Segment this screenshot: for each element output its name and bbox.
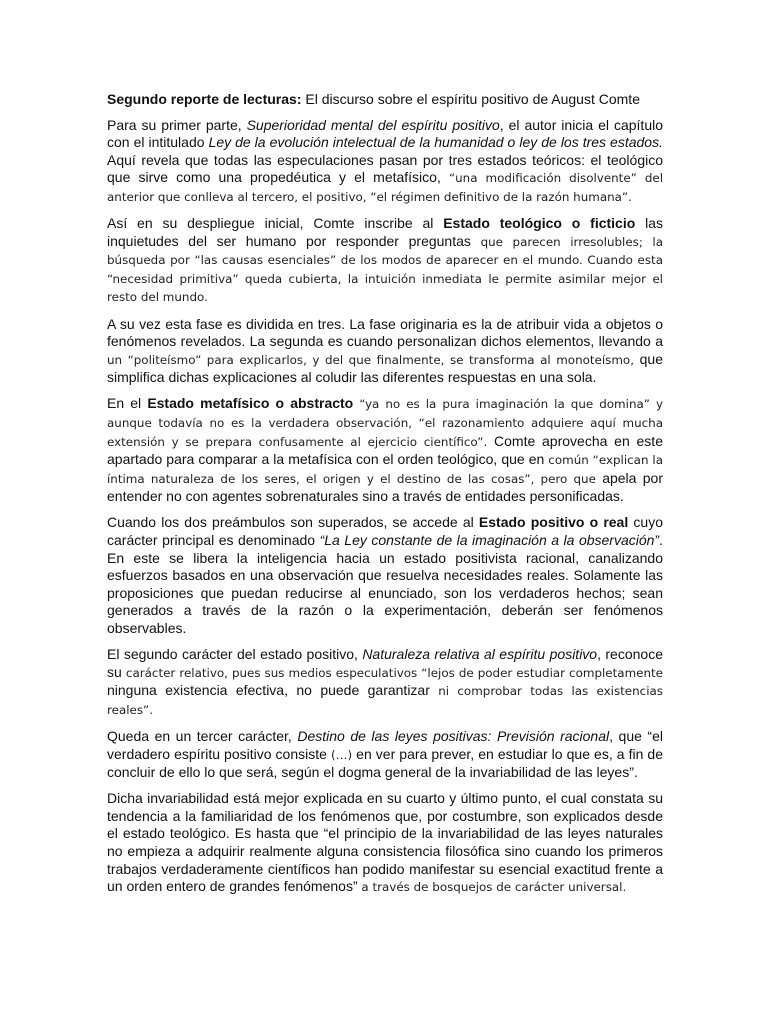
p8-quote-b: a través de bosquejos de carácter universal. [357, 880, 627, 895]
document-title [107, 91, 663, 109]
p5-text-a: Cuando los dos preámbulos son superados, se accede al [107, 514, 479, 531]
paragraph-6 [107, 646, 663, 719]
p1-text-e: Aquí revela que todas las especulaciones pasan por tres estados teóricos: el teológico que sirve como una propedéutica y el metafísico, [107, 151, 663, 186]
p1-italic-b: Superioridad mental del espíritu positivo [246, 116, 500, 133]
p3-quote-b: un “politeísmo” para explicarlos, y del que finalmente, se transforma al monoteísmo, [107, 352, 634, 367]
title-label: Segundo reporte de lecturas: [107, 91, 302, 107]
p8-text-a: Dicha invariabilidad está mejor explicada en su cuarto y último punto, el cual constata su tendencia a la familiaridad de los fenómenos que, por costumbre, son explicados desde el estado teológico. Es hasta que “el principio de la invariabilidad de las leyes naturales no empieza a adquirir realmente alguna consistencia filosófica sino cuando los primeros trabajos verdaderamente científicos han podido manifestar su esencial exactitud frente a un orden entero de grandes fenómenos” [107, 790, 663, 895]
p7-text-a: Queda en un tercer carácter, [107, 728, 298, 744]
p7-text-c: , que “el verdadero espíritu positivo consiste [107, 728, 663, 762]
p3-text-c: que simplifica dichas explicaciones al coludir las diferentes respuestas en una sola. [107, 350, 663, 386]
p5-italic-d: “La Ley constante de la imaginación a la observación” [319, 532, 660, 549]
p7-italic-b: Destino de las leyes positivas: Previsión racional [297, 728, 610, 744]
p5-text-e: . En este se libera la inteligencia hacia un estado positivista racional, canalizando esfuerzos basados en una observación que resuelva necesidades reales. Solamente las proposiciones que puedan reducirse al enunciado, son los verdaderos hechos; sean generados a través de la razón o la experimentación, deberán ser fenómenos observables. [107, 532, 663, 637]
p7-text-e: en ver para prever, en estudiar lo que es, a fin de concluir de ello lo que será, según el dogma general de la invariabilidad de las leyes”. [107, 745, 663, 781]
document-page [107, 91, 663, 905]
p1-quote-f: “una modificación disolvente” del anterior que conlleva al tercero, el positivo, “el régimen definitivo de la razón humana”. [107, 171, 663, 204]
paragraph-5 [107, 514, 663, 637]
p2-bold-b: Estado teológico o ficticio [443, 215, 636, 232]
paragraph-3 [107, 316, 663, 387]
p6-quote-d: carácter relativo, pues sus medios especulativos “lejos de poder estudiar completamente [125, 665, 663, 680]
p6-text-e: ninguna existencia efectiva, no puede garantizar [107, 682, 439, 699]
p5-text-c: cuyo carácter principal es denominado [107, 514, 663, 549]
p6-text-a: El segundo carácter del estado positivo, [107, 646, 363, 663]
p2-text-c: las inquietudes del ser humano por responder preguntas [107, 215, 664, 249]
p6-quote-f: ni comprobar todas las existencias reales”. [107, 684, 663, 717]
p3-text-a: A su vez esta fase es dividida en tres. La fase originaria es la de atribuir vida a objetos o fenómenos revelados. La segunda es cuando personalizan dichos elementos, llevando a [107, 315, 663, 350]
p6-italic-b: Naturaleza relativa al espíritu positivo [362, 646, 598, 663]
p4-text-a: En el [107, 395, 148, 412]
p1-text-c: , el autor inicia el capítulo con el intitulado [107, 116, 664, 151]
paragraph-4 [107, 395, 663, 506]
paragraph-7 [107, 728, 663, 782]
p1-italic-d: Ley de la evolución intelectual de la humanidad o ley de los tres estados. [208, 134, 663, 151]
p5-bold-b: Estado positivo o real [478, 514, 629, 531]
p4-quote-c: “ya no es la pura imaginación la que domina” y aunque todavía no es la verdadera observación, “el razonamiento adquiere aquí mucha extensión y se prepara confusamente al ejercicio científico”. [107, 397, 663, 449]
p2-quote-d: que parecen irresolubles; la búsqueda por “las causas esenciales” de los modos de aparecer en el mundo. Cuando esta “necesidad primitiva” queda cubierta, la intuición inmediata le permite asimilar mejor el resto del mundo. [107, 234, 663, 305]
title-text: El discurso sobre el espíritu positivo de August Comte [301, 91, 640, 107]
paragraph-1 [107, 117, 663, 207]
p6-text-c: , reconoce su [107, 646, 663, 680]
p4-quote-e: común “explican la íntima naturaleza de los seres, el origen y el destino de las cosas”, pero que [107, 453, 663, 486]
p4-bold-b: Estado metafísico o abstracto [147, 395, 354, 412]
p4-text-f: apela por entender no con agentes sobrenaturales sino a través de entidades personificadas. [107, 469, 663, 505]
p2-text-a: Así en su despliegue inicial, Comte inscribe al [107, 215, 444, 232]
p4-text-d: Comte aprovecha en este apartado para comparar a la metafísica con el orden teológico, que en [107, 432, 663, 468]
paragraph-8 [107, 790, 663, 897]
paragraph-2 [107, 215, 663, 307]
p1-text-a: Para su primer parte, [107, 116, 247, 133]
p7-quote-d: (…) [330, 747, 353, 762]
